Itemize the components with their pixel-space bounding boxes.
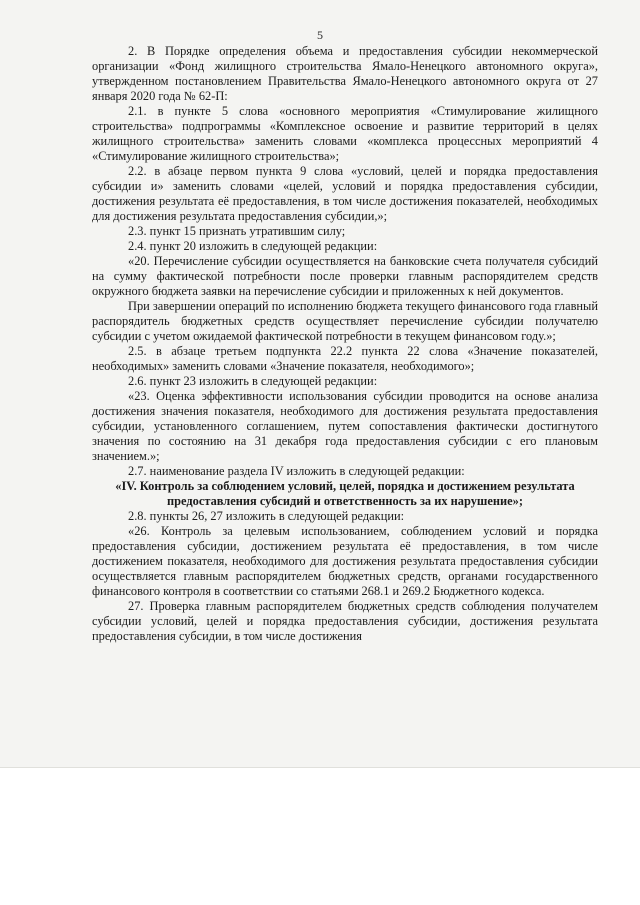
paragraph-2-4: 2.4. пункт 20 изложить в следующей редакции: bbox=[128, 239, 378, 253]
paragraph-2: 2. В Порядке определения объема и предоставления субсидии некоммерческой организации «Фонд жилищного строительства Ямало-Ненецкого автономного округа», утвержденном постановлением Правительства Ямало-Ненецкого автономного округа от 27 января 2020 года № 62-П: bbox=[92, 44, 598, 103]
paragraph-2-7: 2.7. наименование раздела IV изложить в следующей редакции: bbox=[128, 464, 465, 478]
paragraph-2-2: 2.2. в абзаце первом пункта 9 слова «условий, целей и порядка предоставления субсидии и» заменить словами «целей, условий и порядка предоставления субсидии, достижения результата её предоставления, в том числе достижения показателей, необходимых для достижения результата предоставления субсидии,»; bbox=[92, 164, 598, 223]
paragraph-2-1: 2.1. в пункте 5 слова «основного мероприятия «Стимулирование жилищного строительства» подпрограммы «Комплексное освоение и развитие территорий в целях жилищного строительства» заменить словами «комплекса процессных мероприятий 4 «Стимулирование жилищного строительства»; bbox=[92, 104, 598, 163]
quote-point-20: «20. Перечисление субсидии осуществляется на банковские счета получателя субсидий на сумму фактической потребности после проверки главным распорядителем средств окружного бюджета заявки на перечисление субсидии и приложенных к ней документов. bbox=[92, 254, 598, 298]
page-number: 5 bbox=[317, 28, 323, 42]
section-iv-heading: «IV. Контроль за соблюдением условий, целей, порядка и достижением результата предоставления субсидий и ответственность за их нарушение»; bbox=[115, 479, 575, 508]
paragraph-2-6: 2.6. пункт 23 изложить в следующей редакции: bbox=[128, 374, 378, 388]
quote-point-23: «23. Оценка эффективности использования субсидии проводится на основе анализа достижения значения показателя, необходимого для достижения результата предоставления субсидии, установленного соглашением, путем сопоставления фактически достигнутого значения по состоянию на 31 декабря года предоставления субсидии с его плановым значением.»; bbox=[92, 389, 598, 463]
paragraph-2-5: 2.5. в абзаце третьем подпункта 22.2 пункта 22 слова «Значение показателей, необходимых» заменить словами «Значение показателя, необходимого»; bbox=[92, 344, 598, 373]
quote-point-20-part-2: При завершении операций по исполнению бюджета текущего финансового года главный распорядитель бюджетных средств осуществляет перечисление субсидии получателю субсидии с учетом ожидаемой фактической потребности в текущем финансовом году.»; bbox=[92, 299, 599, 343]
document-body bbox=[92, 44, 598, 644]
quote-point-26: «26. Контроль за целевым использованием, соблюдением условий и порядка предоставления субсидии, достижением результата её предоставления, в том числе достижением показателя, необходимого для достижения результата предоставления субсидии осуществляется главным распорядителем бюджетных средств, органами государственного финансового контроля в соответствии со статьями 268.1 и 269.2 Бюджетного кодекса. bbox=[92, 524, 598, 598]
paragraph-2-3: 2.3. пункт 15 признать утратившим силу; bbox=[128, 224, 346, 238]
quote-point-27: 27. Проверка главным распорядителем бюджетных средств соблюдения получателем субсидии условий, целей и порядка предоставления субсидии, достижения результата предоставления субсидии, в том числе достижения bbox=[92, 599, 598, 643]
paragraph-2-8: 2.8. пункты 26, 27 изложить в следующей редакции: bbox=[128, 509, 405, 523]
